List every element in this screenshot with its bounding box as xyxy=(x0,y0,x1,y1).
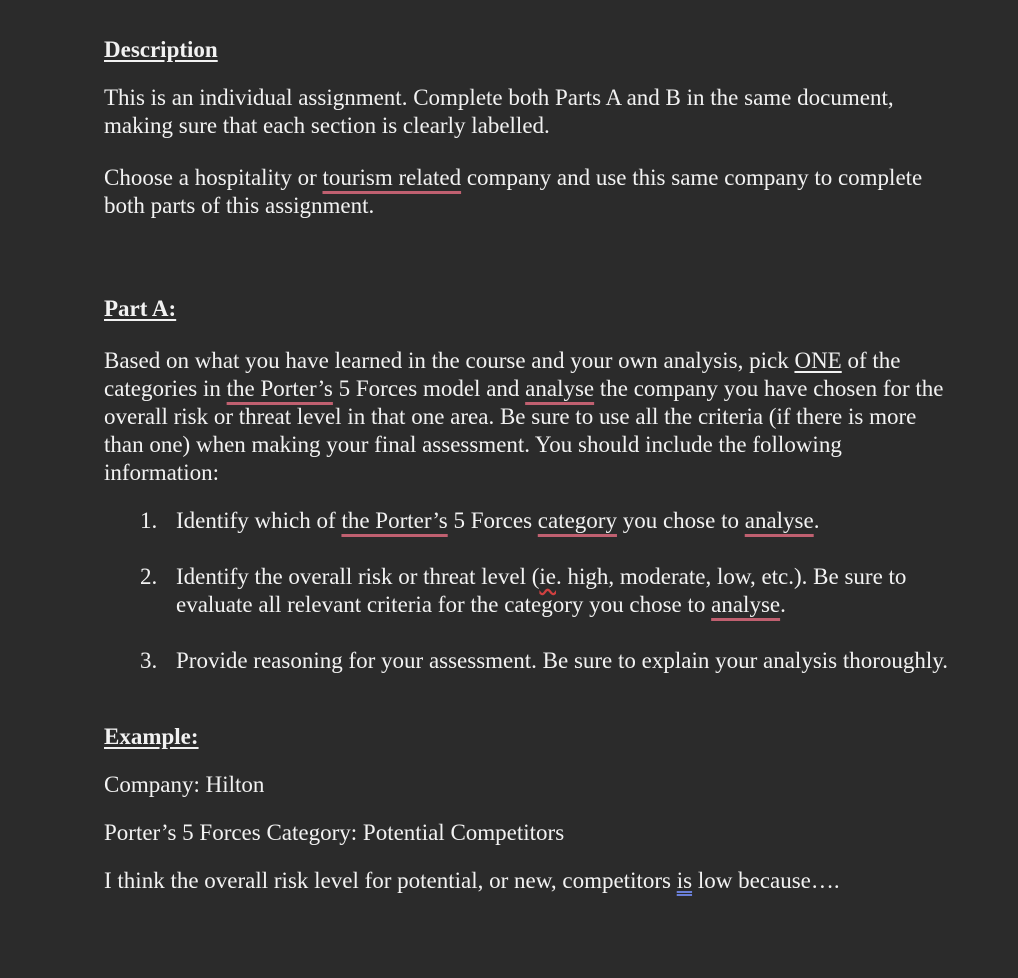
grammar-flag[interactable]: category xyxy=(537,508,617,533)
document-page xyxy=(104,36,954,895)
list-item xyxy=(104,647,954,675)
text-run: 5 Forces xyxy=(447,508,538,533)
text-run: . high, moderate, low, etc.). Be sure to evaluate all relevant criteria for the category you chose to xyxy=(176,564,907,617)
text-run: . xyxy=(813,508,820,533)
description-paragraph-1-text: This is an individual assignment. Complete both Parts A and B in the same document, making sure that each section is clearly labelled. xyxy=(104,85,894,138)
grammar-flag[interactable]: the Porter’s xyxy=(341,508,448,533)
part-a-heading: Part A: xyxy=(104,296,177,321)
grammar-flag[interactable]: tourism related xyxy=(322,165,462,190)
text-run: Identify the overall risk or threat level ( xyxy=(176,564,540,589)
example-category: Porter’s 5 Forces Category: Potential Competitors xyxy=(104,820,565,845)
description-heading: Description xyxy=(104,37,218,62)
grammar-flag[interactable]: analyse xyxy=(525,376,595,401)
text-run: you chose to xyxy=(616,508,745,533)
text-run: Provide reasoning for your assessment. Be sure to explain your analysis thoroughly. xyxy=(176,648,949,673)
example-company: Company: Hilton xyxy=(104,772,265,797)
part-a-paragraph xyxy=(104,347,954,487)
grammar-flag[interactable]: the Porter’s xyxy=(226,376,333,401)
grammar-suggestion-flag[interactable]: is xyxy=(676,868,693,893)
list-item xyxy=(104,563,954,619)
grammar-flag[interactable]: analyse xyxy=(711,592,781,617)
requirements-list xyxy=(104,507,954,675)
spelling-flag[interactable]: ie xyxy=(539,564,556,589)
description-paragraph-2 xyxy=(104,164,954,220)
text-run: of the categories in xyxy=(104,348,901,401)
text-run: the company you have chosen for the overall risk or threat level in that one area. Be sure to use all the criteria (if there is more than one) when making your final assessment. You should include the following information: xyxy=(104,376,944,485)
text-run: Based on what you have learned in the course and your own analysis, pick xyxy=(104,348,795,373)
text-run: Choose a hospitality or xyxy=(104,165,323,190)
list-number: 1. xyxy=(140,508,158,533)
text-run: Identify which of xyxy=(176,508,342,533)
grammar-flag[interactable]: analyse xyxy=(744,508,814,533)
example-heading: Example: xyxy=(104,724,199,749)
list-number: 2. xyxy=(140,564,158,589)
emphasis-one: ONE xyxy=(794,348,842,373)
example-statement xyxy=(104,867,954,895)
text-run: company and use this same company to complete both parts of this assignment. xyxy=(104,165,923,218)
text-run: low because…. xyxy=(692,868,840,893)
list-item xyxy=(104,507,954,535)
description-paragraph-1 xyxy=(104,84,954,140)
text-run: 5 Forces model and xyxy=(332,376,526,401)
text-run: . xyxy=(780,592,786,617)
list-number: 3. xyxy=(140,648,158,673)
text-run: I think the overall risk level for potential, or new, competitors xyxy=(104,868,677,893)
